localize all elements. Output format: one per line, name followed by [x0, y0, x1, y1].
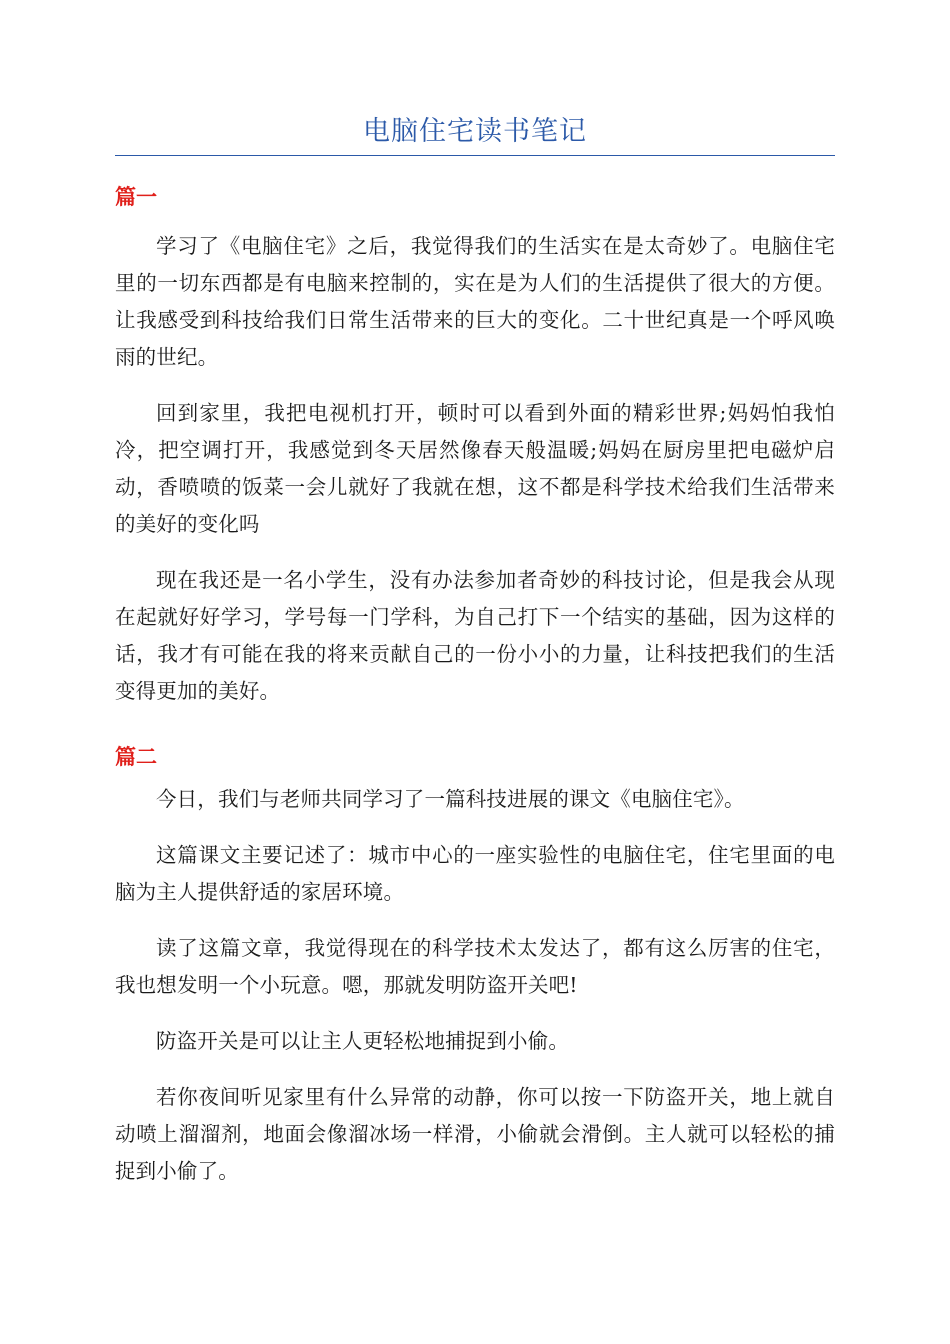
paragraph: 回到家里，我把电视机打开，顿时可以看到外面的精彩世界;妈妈怕我怕冷，把空调打开，我感觉到冬天居然像春天般温暖;妈妈在厨房里把电磁炉启动，香喷喷的饭菜一会儿就好了我就在想，这不都是科学技术给我们生活带来的美好的变化吗 [115, 401, 835, 536]
paragraph: 学习了《电脑住宅》之后，我觉得我们的生活实在是太奇妙了。电脑住宅里的一切东西都是有电脑来控制的，实在是为人们的生活提供了很大的方便。让我感受到科技给我们日常生活带来的巨大的变化。二十世纪真是一个呼风唤雨的世纪。 [115, 234, 835, 369]
section-heading: 篇一 [115, 184, 157, 209]
paragraph: 现在我还是一名小学生，没有办法参加者奇妙的科技讨论，但是我会从现在起就好好学习，学号每一门学科，为自己打下一个结实的基础，因为这样的话，我才有可能在我的将来贡献自己的一份小小的力量，让科技把我们的生活变得更加的美好。 [115, 568, 835, 703]
paragraph: 防盗开关是可以让主人更轻松地捕捉到小偷。 [156, 1029, 569, 1053]
section-heading: 篇二 [115, 744, 157, 769]
section-2 [115, 742, 835, 1190]
section-1 [115, 182, 835, 710]
paragraph: 读了这篇文章，我觉得现在的科学技术太发达了，都有这么厉害的住宅，我也想发明一个小玩意。嗯，那就发明防盗开关吧! [115, 936, 835, 997]
paragraph: 今日，我们与老师共同学习了一篇科技进展的课文《电脑住宅》。 [156, 787, 745, 811]
document-title: 电脑住宅读书笔记 [363, 116, 587, 147]
paragraph: 若你夜间听见家里有什么异常的动静，你可以按一下防盗开关，地上就自动喷上溜溜剂，地面会像溜冰场一样滑，小偷就会滑倒。主人就可以轻松的捕捉到小偷了。 [115, 1085, 835, 1183]
document-page [115, 0, 835, 1190]
title-underline [115, 155, 835, 156]
paragraph: 这篇课文主要记述了：城市中心的一座实验性的电脑住宅，住宅里面的电脑为主人提供舒适的家居环境。 [115, 843, 835, 904]
